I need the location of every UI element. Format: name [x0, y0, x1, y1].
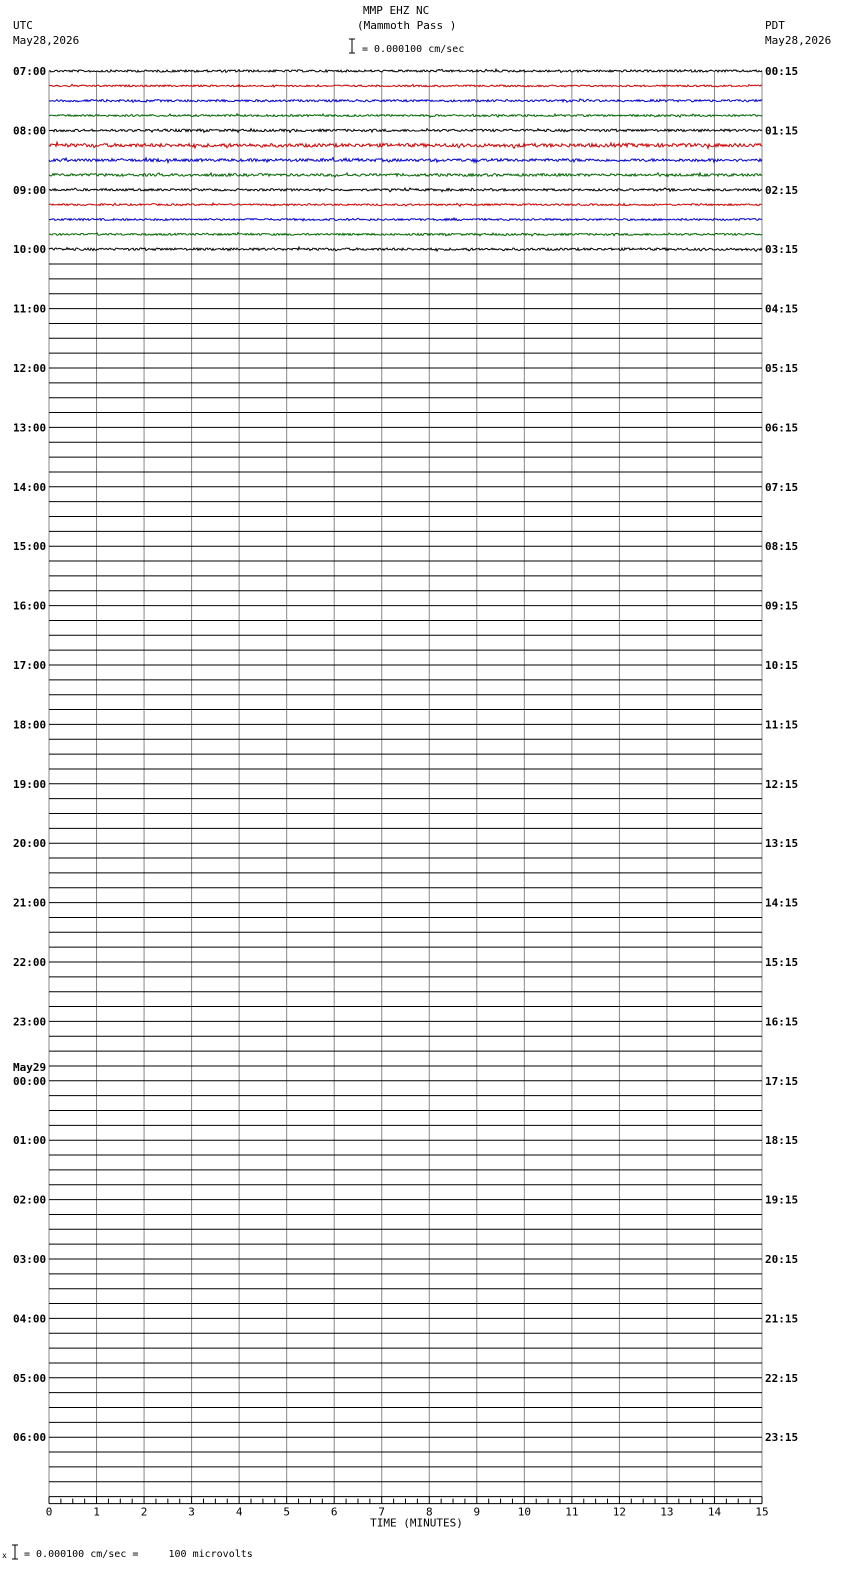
footer-scale-note: = 0.000100 cm/sec = 100 microvolts [24, 1549, 253, 1560]
pdt-hour-label: 00:15 [765, 65, 799, 78]
pdt-hour-label: 20:15 [765, 1253, 799, 1266]
x-axis [46, 1497, 769, 1530]
pdt-hour-label: 16:15 [765, 1015, 799, 1029]
x-tick-label: 12 [612, 1505, 627, 1519]
x-tick-label: 1 [93, 1505, 100, 1519]
utc-hour-label: 13:00 [13, 421, 47, 435]
trace-baselines [49, 264, 762, 1497]
pdt-hour-label: 02:15 [765, 183, 799, 197]
utc-hour-label: 04:00 [13, 1312, 47, 1326]
x-tick-label: 6 [330, 1505, 338, 1519]
utc-hour-label: 19:00 [13, 777, 47, 791]
left-date: May28,2026 [13, 34, 80, 47]
pdt-hour-label: 01:15 [765, 124, 799, 138]
pdt-hour-label: 03:15 [765, 243, 799, 257]
utc-hour-label: 18:00 [13, 718, 47, 732]
scale-bar-text: = 0.000100 cm/sec [362, 44, 465, 55]
pdt-hour-label: 05:15 [765, 362, 799, 375]
utc-hour-label: 11:00 [13, 302, 47, 316]
trace-1000 [49, 247, 762, 251]
trace-0745 [49, 114, 762, 118]
x-tick-label: 2 [140, 1505, 148, 1519]
trace-0715 [49, 84, 762, 87]
x-tick-label: 4 [235, 1505, 243, 1519]
trace-0800 [49, 129, 762, 133]
pdt-hour-label: 04:15 [765, 302, 799, 316]
utc-hour-label: 06:00 [13, 1431, 47, 1445]
x-tick-label: 5 [283, 1505, 290, 1519]
utc-hour-label: 23:00 [13, 1015, 47, 1029]
x-tick-label: 9 [473, 1505, 481, 1519]
x-tick-label: 11 [565, 1505, 579, 1519]
pdt-hour-label: 12:15 [765, 777, 799, 791]
trace-0700 [49, 69, 762, 72]
trace-0930 [49, 218, 762, 221]
trace-0815 [49, 142, 762, 148]
right-timezone: PDT [765, 19, 785, 32]
utc-hour-label: 21:00 [13, 896, 47, 910]
pdt-hour-label: 07:15 [765, 480, 799, 494]
utc-hour-label: 22:00 [13, 956, 47, 969]
utc-hour-label: 07:00 [13, 65, 47, 78]
pdt-hour-label: 15:15 [765, 956, 799, 969]
pdt-hour-label: 23:15 [765, 1431, 799, 1445]
utc-hour-label: 03:00 [13, 1253, 47, 1266]
x-axis-title: TIME (MINUTES) [370, 1516, 463, 1530]
station-location: (Mammoth Pass ) [357, 19, 457, 32]
utc-hour-label: 00:00 [13, 1074, 47, 1088]
footer-corner-mark: x [2, 1551, 7, 1560]
station-title: MMP EHZ NC [363, 4, 430, 17]
footer-scale-bar-icon [12, 1545, 18, 1559]
trace-0915 [49, 203, 762, 206]
trace-0830 [49, 158, 762, 163]
right-date: May28,2026 [765, 34, 832, 47]
utc-hour-label: 01:00 [13, 1134, 47, 1148]
pdt-hour-label: 13:15 [765, 837, 799, 851]
pdt-hour-label: 09:15 [765, 599, 799, 613]
pdt-hour-label: 22:15 [765, 1371, 799, 1385]
trace-0900 [49, 188, 762, 192]
x-tick-label: 14 [707, 1505, 722, 1519]
pdt-hour-label: 10:15 [765, 659, 799, 672]
utc-hour-label: 05:00 [13, 1371, 47, 1385]
x-tick-label: 10 [517, 1505, 531, 1519]
pdt-hour-label: 19:15 [765, 1193, 799, 1207]
utc-hour-label: 12:00 [13, 362, 47, 375]
utc-hour-label: 10:00 [13, 243, 47, 257]
utc-hour-label: 20:00 [13, 837, 47, 851]
x-tick-label: 3 [188, 1505, 195, 1519]
pdt-hour-label: 18:15 [765, 1134, 799, 1148]
date-change-label: May29 [13, 1060, 47, 1074]
utc-hour-label: 09:00 [13, 183, 47, 197]
utc-hour-label: 15:00 [13, 540, 47, 554]
x-tick-label: 8 [425, 1505, 433, 1519]
utc-hour-label: 17:00 [13, 659, 47, 672]
pdt-hour-label: 08:15 [765, 540, 799, 554]
utc-hour-label: 08:00 [13, 124, 47, 138]
pdt-hour-label: 17:15 [765, 1074, 799, 1088]
trace-0845 [49, 173, 762, 177]
pdt-hour-label: 11:15 [765, 718, 799, 732]
trace-0730 [49, 99, 762, 102]
x-tick-label: 0 [45, 1505, 53, 1519]
utc-hour-label: 14:00 [13, 480, 47, 494]
left-timezone: UTC [13, 19, 33, 32]
pdt-hour-label: 06:15 [765, 421, 799, 435]
trace-0945 [49, 233, 762, 236]
x-tick-label: 15 [755, 1505, 769, 1519]
pdt-hour-label: 21:15 [765, 1312, 799, 1326]
x-tick-label: 7 [378, 1505, 386, 1519]
utc-hour-label: 16:00 [13, 599, 47, 613]
pdt-hour-label: 14:15 [765, 896, 799, 910]
x-tick-label: 13 [660, 1505, 674, 1519]
scale-bar-icon [349, 39, 355, 53]
utc-hour-label: 02:00 [13, 1193, 47, 1207]
seismic-traces [49, 69, 762, 251]
